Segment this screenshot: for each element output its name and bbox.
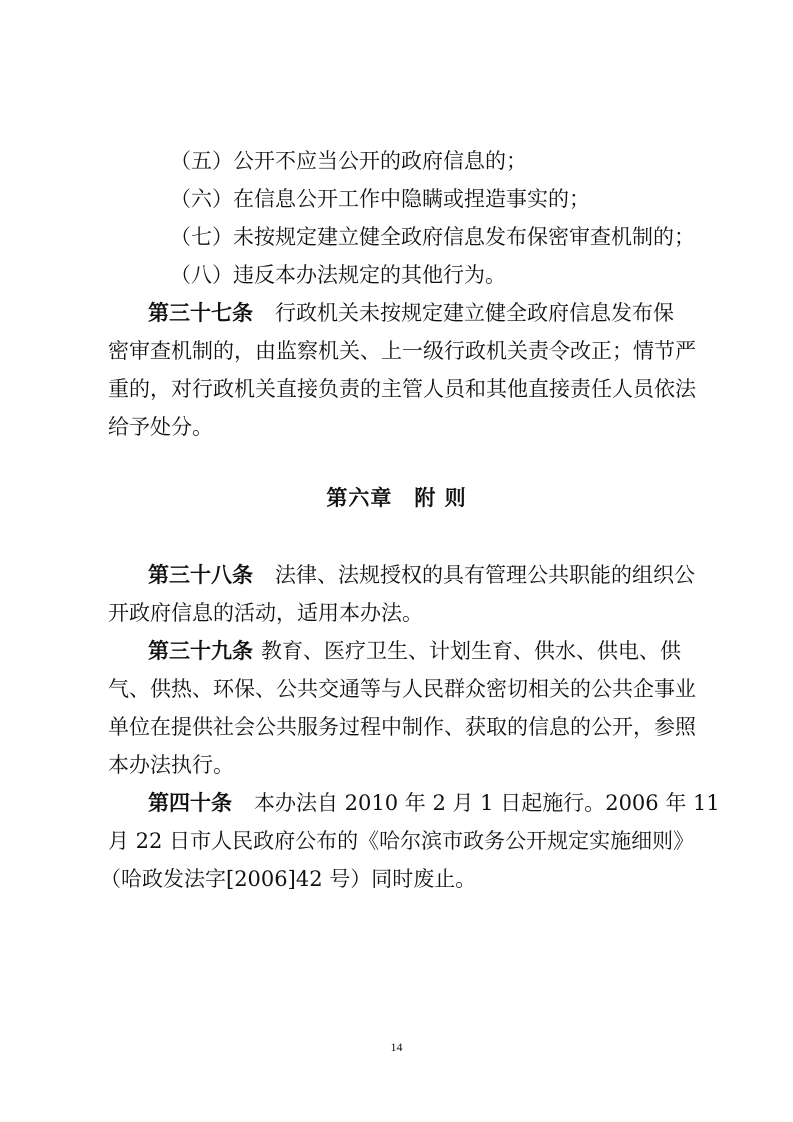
article-39-line: 气、供热、环保、公共交通等与人民群众密切相关的公共企事业 bbox=[108, 677, 696, 701]
article-39-first-line bbox=[0, 636, 793, 666]
article-39-title: 第三十九条 bbox=[148, 639, 253, 663]
article-39-line: 本办法执行。 bbox=[108, 753, 234, 777]
article-39-line: 单位在提供社会公共服务过程中制作、获取的信息的公开，参照 bbox=[108, 715, 696, 739]
article-40-text: 本办法自 2010 年 2 月 1 日起施行。2006 年 11 bbox=[254, 791, 720, 815]
article-37-title: 第三十七条 bbox=[148, 301, 253, 325]
list-item: （八）违反本办法规定的其他行为。 bbox=[170, 263, 506, 287]
article-40-line: （哈政发法字[2006]42 号）同时废止。 bbox=[100, 867, 477, 891]
article-39-text: 教育、医疗卫生、计划生育、供水、供电、供 bbox=[261, 639, 681, 663]
article-38-title: 第三十八条 bbox=[148, 563, 253, 587]
chapter-subtitle: 附 则 bbox=[414, 486, 467, 510]
article-38-first-line bbox=[0, 560, 793, 590]
article-40-title: 第四十条 bbox=[148, 791, 232, 815]
article-37-line: 给予处分。 bbox=[108, 415, 213, 439]
article-37-text: 行政机关未按规定建立健全政府信息发布保 bbox=[275, 301, 674, 325]
article-37-line: 密审查机制的，由监察机关、上一级行政机关责令改正；情节严 bbox=[108, 339, 696, 363]
article-37-line: 重的，对行政机关直接负责的主管人员和其他直接责任人员依法 bbox=[108, 377, 696, 401]
page-number: 14 bbox=[390, 1040, 403, 1054]
list-item: （六）在信息公开工作中隐瞒或捏造事实的； bbox=[170, 187, 590, 211]
list-item: （七）未按规定建立健全政府信息发布保密审查机制的； bbox=[170, 225, 695, 249]
article-38-line: 开政府信息的活动，适用本办法。 bbox=[108, 601, 423, 625]
list-item: （五）公开不应当公开的政府信息的； bbox=[170, 149, 527, 173]
chapter-heading bbox=[0, 483, 793, 513]
article-40-first-line bbox=[0, 788, 793, 818]
article-37-first-line bbox=[0, 298, 793, 328]
chapter-title: 第六章 bbox=[326, 486, 393, 510]
article-38-text: 法律、法规授权的具有管理公共职能的组织公 bbox=[275, 563, 695, 587]
article-40-line: 月 22 日市人民政府公布的《哈尔滨市政务公开规定实施细则》 bbox=[108, 829, 695, 853]
